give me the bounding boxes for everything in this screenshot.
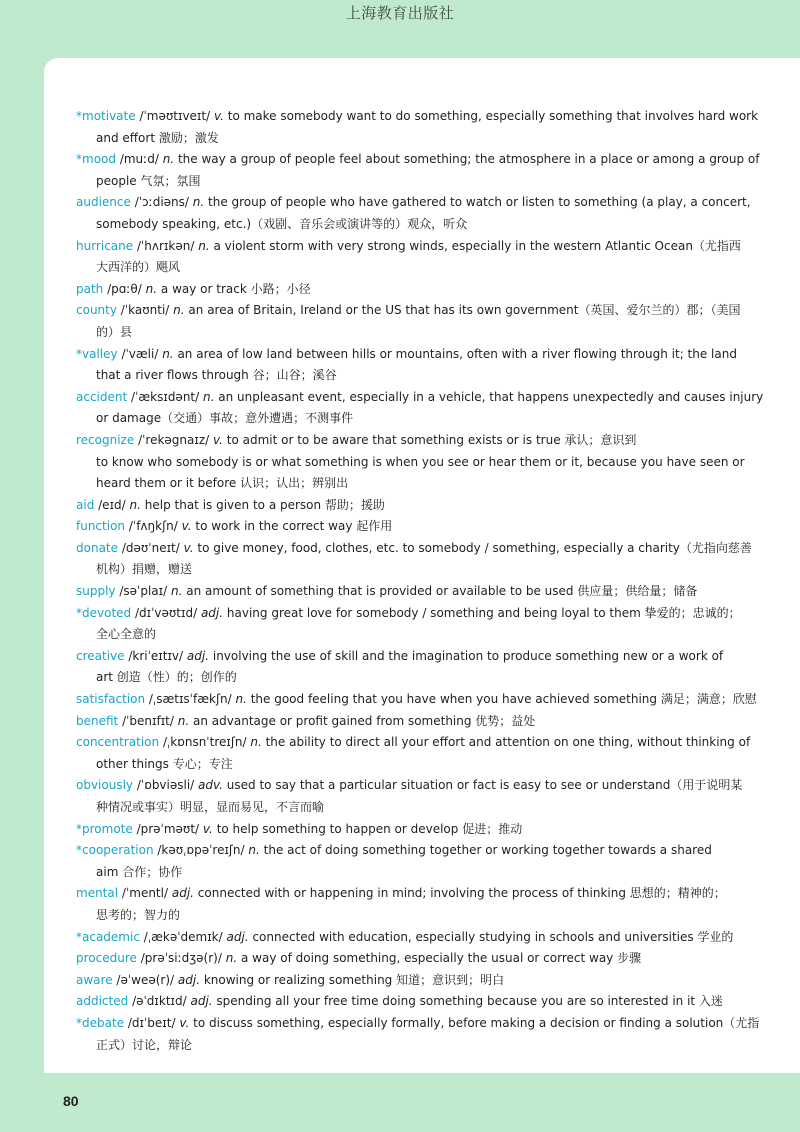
pronunciation: /əˈweə(r)/ [116, 972, 175, 987]
glossary-entry [76, 387, 776, 430]
glossary-entry [76, 948, 776, 970]
glossary-entry [76, 775, 776, 818]
definition-text: to know who somebody is or what something is when you see or hear them or it, because you have seen or [96, 454, 745, 469]
glossary-entry [76, 149, 776, 192]
glossary-entry [76, 732, 776, 775]
pronunciation: /eɪd/ [98, 497, 126, 512]
entry-continuation-line [76, 473, 776, 495]
definition-text: used to say that a particular situation or fact is easy to see or understand（用于说明某 [226, 778, 743, 793]
pronunciation: /dɪˈvəʊtɪd/ [134, 605, 198, 620]
definition-text: the way a group of people feel about something; the atmosphere in a place or among a group of [177, 152, 760, 167]
glossary-entry [76, 970, 776, 992]
pronunciation: /pɑːθ/ [107, 281, 142, 296]
headword: recognize [76, 432, 135, 447]
part-of-speech: n. [203, 389, 215, 404]
entry-continuation-line [76, 322, 776, 344]
part-of-speech: v. [183, 540, 194, 555]
headword: *devoted [76, 605, 132, 620]
entry-first-line [76, 516, 776, 538]
definition-text: the group of people who have gathered to watch or listen to something (a play, a concert, [208, 195, 751, 210]
part-of-speech: n. [177, 713, 190, 728]
headword: function [76, 519, 126, 534]
glossary-entry [76, 1013, 776, 1056]
headword: donate [76, 540, 119, 555]
entry-first-line [76, 840, 776, 862]
glossary-entry [76, 689, 776, 711]
headword: procedure [76, 951, 137, 966]
entry-first-line [76, 927, 776, 949]
headword: benefit [76, 713, 119, 728]
definition-text: spending all your free time doing something because you are so interested in it 入迷 [216, 994, 723, 1009]
pronunciation: /prəˈsiːdʒə(r)/ [140, 951, 222, 966]
definition-text: to work in the correct way 起作用 [195, 519, 393, 534]
glossary-entry [76, 646, 776, 689]
entry-continuation-line [76, 257, 776, 279]
headword: obviously [76, 778, 134, 793]
headword: *promote [76, 821, 133, 836]
headword: concentration [76, 735, 160, 750]
glossary-entry [76, 236, 776, 279]
pronunciation: /dɪˈbeɪt/ [127, 1015, 176, 1030]
entry-continuation-line [76, 452, 776, 474]
entry-continuation-line [76, 214, 776, 236]
entry-first-line [76, 495, 776, 517]
part-of-speech: n. [162, 152, 175, 167]
definition-text: aim 合作；协作 [96, 864, 183, 879]
glossary-entry [76, 430, 776, 495]
part-of-speech: n. [235, 692, 247, 707]
entry-continuation-line [76, 1035, 776, 1057]
pronunciation: /ˈbenɪfɪt/ [122, 713, 174, 728]
entry-first-line [76, 970, 776, 992]
part-of-speech: n. [198, 238, 210, 253]
definition-text: 正式）讨论，辩论 [96, 1037, 193, 1052]
definition-text: an area of low land between hills or mountains, often with a river flowing through it; the land [177, 346, 737, 361]
entry-first-line [76, 430, 776, 452]
part-of-speech: adj. [226, 929, 249, 944]
definition-text: an advantage or profit gained from something 优势；益处 [193, 713, 536, 728]
entry-first-line [76, 991, 776, 1013]
glossary-entry [76, 711, 776, 733]
pronunciation: /ˈhʌrɪkən/ [136, 238, 195, 253]
glossary-entry [76, 603, 776, 646]
definition-text: the good feeling that you have when you have achieved something 满足；满意；欣慰 [250, 692, 757, 707]
entry-first-line [76, 344, 776, 366]
entry-first-line [76, 646, 776, 668]
pronunciation: /kəʊˌɒpəˈreɪʃn/ [157, 843, 245, 858]
part-of-speech: adj. [200, 605, 224, 620]
entry-first-line [76, 711, 776, 733]
part-of-speech: v. [179, 1015, 190, 1030]
definition-text: art 创造（性）的；创作的 [96, 670, 237, 685]
headword: county [76, 303, 117, 318]
pronunciation: /prəˈməʊt/ [136, 821, 200, 836]
headword: path [76, 281, 104, 296]
entry-first-line [76, 149, 776, 171]
glossary-entry [76, 991, 776, 1013]
headword: *mood [76, 152, 116, 167]
part-of-speech: n. [162, 346, 174, 361]
entry-first-line [76, 603, 776, 625]
definition-text: to help something to happen or develop 促进；推动 [216, 821, 523, 836]
pronunciation: /ˈɒbviəsli/ [136, 778, 195, 793]
pronunciation: /səˈplaɪ/ [119, 584, 168, 599]
definition-text: an amount of something that is provided or available to be used 供应量；供给量；储备 [186, 584, 698, 599]
part-of-speech: n. [248, 843, 260, 858]
definition-text: to discuss something, especially formally, before making a decision or finding a solution（尤指 [193, 1015, 760, 1030]
entry-continuation-line [76, 624, 776, 646]
headword: supply [76, 584, 116, 599]
entry-first-line [76, 106, 776, 128]
entry-continuation-line [76, 905, 776, 927]
glossary-entry [76, 495, 776, 517]
glossary-entry [76, 927, 776, 949]
pronunciation: /ˈrekəgnaɪz/ [138, 432, 210, 447]
glossary-entry [76, 819, 776, 841]
definition-text: or damage（交通）事故；意外遭遇；不测事件 [96, 411, 354, 426]
entry-first-line [76, 732, 776, 754]
definition-text: having great love for somebody / something and being loyal to them 挚爱的；忠诚的； [226, 605, 741, 620]
headword: hurricane [76, 238, 134, 253]
entry-first-line [76, 581, 776, 603]
part-of-speech: n. [225, 951, 238, 966]
entry-first-line [76, 279, 776, 301]
definition-text: help that is given to a person 帮助；援助 [144, 497, 385, 512]
pronunciation: /muːd/ [119, 152, 159, 167]
pronunciation: /əˈdɪktɪd/ [132, 994, 187, 1009]
pronunciation: /ˈæksɪdənt/ [131, 389, 200, 404]
pronunciation: /ˈvæli/ [121, 346, 159, 361]
headword: satisfaction [76, 692, 146, 707]
entry-continuation-line [76, 754, 776, 776]
definition-text: people 气氛；氛围 [96, 173, 201, 188]
headword: *debate [76, 1015, 125, 1030]
pronunciation: /ˈmentl/ [121, 886, 169, 901]
entry-continuation-line [76, 365, 776, 387]
part-of-speech: adj. [177, 972, 201, 987]
entry-first-line [76, 948, 776, 970]
part-of-speech: adj. [171, 886, 194, 901]
page-sheet [44, 58, 800, 1073]
entry-first-line [76, 819, 776, 841]
pronunciation: /ˈfʌŋkʃn/ [128, 519, 178, 534]
entry-first-line [76, 387, 776, 409]
entry-first-line [76, 236, 776, 258]
pronunciation: /ˈɔːdiəns/ [134, 195, 189, 210]
glossary-entry [76, 883, 776, 926]
publisher-header: 上海教育出版社 [345, 4, 455, 22]
definition-text: to make somebody want to do something, especially something that involves hard work [227, 109, 759, 123]
part-of-speech: v. [213, 109, 224, 123]
glossary-entry [76, 840, 776, 883]
entry-first-line [76, 775, 776, 797]
entry-continuation-line [76, 862, 776, 884]
glossary-entry [76, 192, 776, 235]
pronunciation: /ˌsætɪsˈfækʃn/ [148, 692, 232, 707]
definition-text: somebody speaking, etc.)（戏剧、音乐会或演讲等的）观众，听众 [96, 216, 468, 231]
definition-text: 种情况或事实）明显，显而易见，不言而喻 [96, 800, 325, 814]
part-of-speech: v. [202, 821, 213, 836]
definition-text: heard them or it before 认识；认出；辨别出 [96, 476, 349, 491]
definition-text: a way or track 小路；小径 [160, 281, 311, 296]
definition-text: connected with education, especially studying in schools and universities 学业的 [252, 929, 734, 944]
definition-text: a way of doing something, especially the usual or correct way 步骤 [240, 951, 642, 966]
page-number: 80 [63, 1093, 79, 1109]
headword: creative [76, 648, 125, 663]
part-of-speech: n. [170, 584, 183, 599]
definition-text: involving the use of skill and the imagination to produce something new or a work of [212, 648, 724, 663]
glossary-entry [76, 300, 776, 343]
entry-first-line [76, 192, 776, 214]
entry-continuation-line [76, 559, 776, 581]
definition-text: and effort 激励；激发 [96, 130, 219, 145]
headword: *cooperation [76, 843, 154, 858]
definition-text: an unpleasant event, especially in a vehicle, that happens unexpectedly and causes injury [218, 389, 764, 404]
headword: aid [76, 497, 95, 512]
definition-text: 大西洋的）飓风 [96, 260, 181, 275]
headword: accident [76, 389, 128, 404]
definition-text: 机构）捐赠，赠送 [96, 562, 193, 577]
part-of-speech: adv. [198, 778, 223, 793]
entry-first-line [76, 689, 776, 711]
glossary-entry [76, 106, 776, 149]
definition-text: the act of doing something together or working together towards a shared [263, 843, 712, 858]
part-of-speech: n. [173, 303, 185, 318]
entry-continuation-line [76, 797, 776, 819]
definition-text: knowing or realizing something 知道；意识到；明白 [203, 972, 505, 987]
definition-text: 的）县 [96, 324, 133, 339]
glossary-list [76, 106, 776, 1056]
part-of-speech: n. [145, 281, 158, 296]
part-of-speech: n. [250, 735, 262, 750]
part-of-speech: v. [213, 432, 223, 447]
definition-text: 思考的；智力的 [96, 907, 181, 922]
glossary-entry [76, 344, 776, 387]
headword: *motivate [76, 109, 136, 123]
headword: aware [76, 972, 113, 987]
pronunciation: /dəʊˈneɪt/ [121, 540, 180, 555]
definition-text: to admit or to be aware that something exists or is true 承认；意识到 [226, 432, 637, 447]
part-of-speech: n. [192, 195, 205, 210]
glossary-entry [76, 538, 776, 581]
entry-first-line [76, 883, 776, 905]
part-of-speech: n. [129, 497, 141, 512]
headword: *academic [76, 929, 140, 944]
entry-first-line [76, 538, 776, 560]
pronunciation: /ˈməʊtɪveɪt/ [139, 109, 211, 123]
pronunciation: /ˌkɒnsnˈtreɪʃn/ [162, 735, 247, 750]
pronunciation: /ˈkaʊnti/ [120, 303, 170, 318]
entry-first-line [76, 1013, 776, 1035]
entry-continuation-line [76, 128, 776, 150]
part-of-speech: adj. [190, 994, 213, 1009]
part-of-speech: v. [181, 519, 192, 534]
entry-first-line [76, 300, 776, 322]
headword: audience [76, 195, 131, 210]
glossary-entry [76, 279, 776, 301]
definition-text: a violent storm with very strong winds, especially in the western Atlantic Ocean（尤指西 [213, 238, 741, 253]
headword: mental [76, 886, 119, 901]
entry-continuation-line [76, 171, 776, 193]
definition-text: 全心全意的 [96, 627, 157, 642]
definition-text: the ability to direct all your effort and attention on one thing, without thinking of [265, 735, 751, 750]
definition-text: an area of Britain, Ireland or the US that has its own government（英国、爱尔兰的）郡；（美国 [188, 303, 741, 318]
glossary-entry [76, 581, 776, 603]
entry-continuation-line [76, 408, 776, 430]
definition-text: other things 专心；专注 [96, 756, 233, 771]
pronunciation: /kriˈeɪtɪv/ [128, 648, 184, 663]
headword: addicted [76, 994, 129, 1009]
pronunciation: /ˌækəˈdemɪk/ [143, 929, 223, 944]
definition-text: to give money, food, clothes, etc. to somebody / something, especially a charity（尤指向慈善 [197, 540, 752, 555]
glossary-entry [76, 516, 776, 538]
headword: *valley [76, 346, 118, 361]
definition-text: connected with or happening in mind; involving the process of thinking 思想的；精神的； [197, 886, 726, 901]
part-of-speech: adj. [186, 648, 210, 663]
definition-text: that a river flows through 谷；山谷；溪谷 [96, 368, 337, 383]
entry-continuation-line [76, 667, 776, 689]
